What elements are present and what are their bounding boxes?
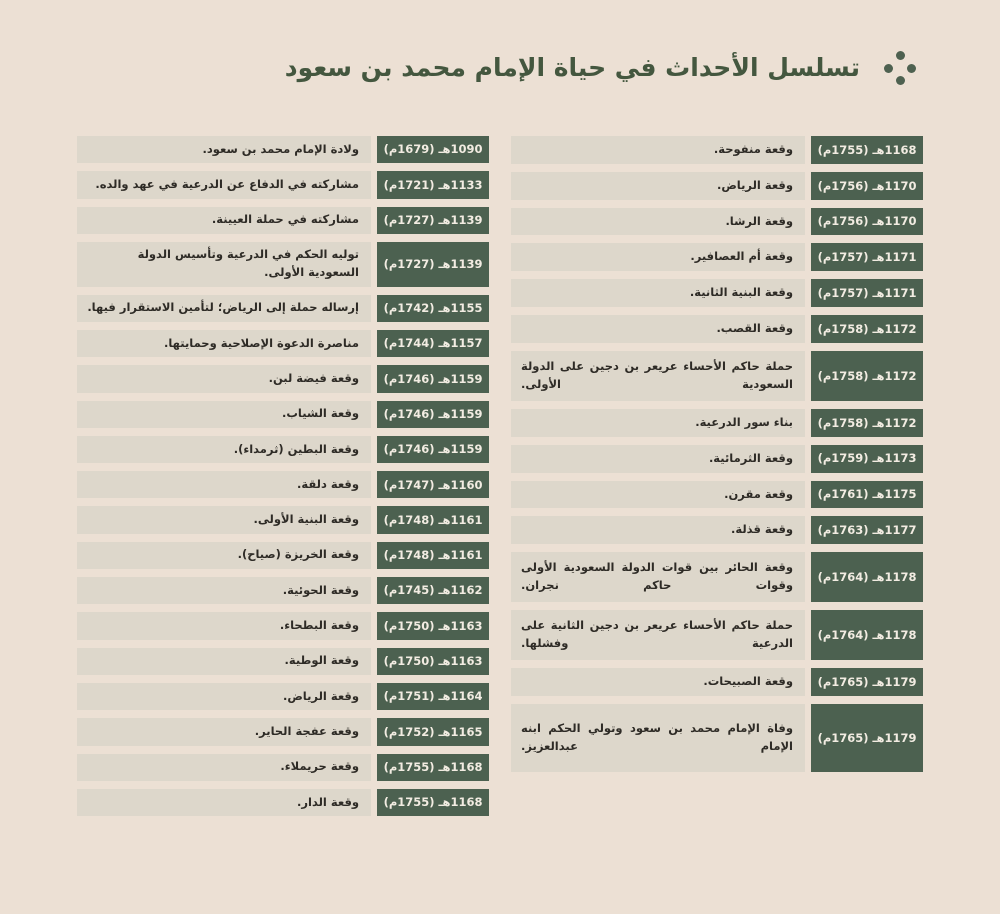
date-chip: 1173هـ (1759م) bbox=[811, 445, 923, 473]
date-chip: 1165هـ (1752م) bbox=[377, 718, 489, 745]
event-label: حملة حاكم الأحساء عريعر بن دجين على الدولة السعودية الأولى. bbox=[511, 351, 805, 401]
date-chip: 1179هـ (1765م) bbox=[811, 704, 923, 772]
date-chip: 1162هـ (1745م) bbox=[377, 577, 489, 604]
timeline-row bbox=[511, 516, 923, 544]
timeline-row bbox=[77, 401, 489, 428]
date-chip: 1160هـ (1747م) bbox=[377, 471, 489, 498]
four-dots-diamond-icon bbox=[878, 46, 922, 90]
page-title: تسلسل الأحداث في حياة الإمام محمد بن سعود bbox=[284, 53, 860, 82]
date-chip: 1139هـ (1727م) bbox=[377, 207, 489, 234]
timeline-row bbox=[511, 445, 923, 473]
timeline-row bbox=[511, 409, 923, 437]
right-column bbox=[77, 136, 489, 816]
event-label: وقعة البطحاء. bbox=[77, 612, 371, 639]
event-label: وقعة منفوحة. bbox=[511, 136, 805, 164]
event-label: إرساله حملة إلى الرياض؛ لتأمين الاستقرار فيها. bbox=[77, 295, 371, 322]
date-chip: 1171هـ (1757م) bbox=[811, 279, 923, 307]
timeline-row bbox=[77, 171, 489, 198]
timeline-row bbox=[77, 577, 489, 604]
date-chip: 1175هـ (1761م) bbox=[811, 481, 923, 509]
timeline-row bbox=[511, 610, 923, 660]
event-label: وقعة القصب. bbox=[511, 315, 805, 343]
timeline-row bbox=[511, 668, 923, 696]
event-label: وقعة الوطية. bbox=[77, 648, 371, 675]
date-chip: 1170هـ (1756م) bbox=[811, 172, 923, 200]
timeline-row bbox=[77, 136, 489, 163]
timeline-row bbox=[77, 718, 489, 745]
date-chip: 1155هـ (1742م) bbox=[377, 295, 489, 322]
date-chip: 1179هـ (1765م) bbox=[811, 668, 923, 696]
timeline-row bbox=[77, 648, 489, 675]
timeline-row bbox=[77, 542, 489, 569]
date-chip: 1163هـ (1750م) bbox=[377, 612, 489, 639]
timeline-row bbox=[77, 612, 489, 639]
timeline-columns bbox=[0, 136, 1000, 816]
timeline-row bbox=[77, 436, 489, 463]
date-chip: 1163هـ (1750م) bbox=[377, 648, 489, 675]
timeline-row bbox=[511, 704, 923, 772]
timeline-row bbox=[77, 242, 489, 287]
page-header bbox=[78, 40, 922, 96]
date-chip: 1170هـ (1756م) bbox=[811, 208, 923, 236]
date-chip: 1090هـ (1679م) bbox=[377, 136, 489, 163]
event-label: توليه الحكم في الدرعية وتأسيس الدولة السعودية الأولى. bbox=[77, 242, 371, 287]
event-label: وقعة عفجة الحاير. bbox=[77, 718, 371, 745]
date-chip: 1171هـ (1757م) bbox=[811, 243, 923, 271]
event-label: مشاركته في حملة العيينة. bbox=[77, 207, 371, 234]
timeline-row bbox=[511, 208, 923, 236]
event-label: وقعة البنية الثانية. bbox=[511, 279, 805, 307]
timeline-row bbox=[511, 136, 923, 164]
timeline-row bbox=[511, 552, 923, 602]
timeline-row bbox=[77, 365, 489, 392]
date-chip: 1159هـ (1746م) bbox=[377, 401, 489, 428]
event-label: وقعة الشياب. bbox=[77, 401, 371, 428]
timeline-row bbox=[77, 754, 489, 781]
event-label: وقعة الخريزة (صياح). bbox=[77, 542, 371, 569]
event-label: وقعة دلقة. bbox=[77, 471, 371, 498]
event-label: مناصرة الدعوة الإصلاحية وحمايتها. bbox=[77, 330, 371, 357]
date-chip: 1164هـ (1751م) bbox=[377, 683, 489, 710]
timeline-row bbox=[77, 471, 489, 498]
event-label: وقعة الدار. bbox=[77, 789, 371, 816]
date-chip: 1168هـ (1755م) bbox=[811, 136, 923, 164]
event-label: حملة حاكم الأحساء عريعر بن دجين الثانية على الدرعية وفشلها. bbox=[511, 610, 805, 660]
date-chip: 1157هـ (1744م) bbox=[377, 330, 489, 357]
event-label: وقعة قذلة. bbox=[511, 516, 805, 544]
event-label: وقعة الحائر بين قوات الدولة السعودية الأولى وقوات حاكم نجران. bbox=[511, 552, 805, 602]
event-label: وقعة الرياض. bbox=[77, 683, 371, 710]
event-label: وفاة الإمام محمد بن سعود وتولي الحكم ابنه الإمام عبدالعزيز. bbox=[511, 704, 805, 772]
date-chip: 1172هـ (1758م) bbox=[811, 315, 923, 343]
date-chip: 1168هـ (1755م) bbox=[377, 754, 489, 781]
date-chip: 1178هـ (1764م) bbox=[811, 610, 923, 660]
event-label: بناء سور الدرعية. bbox=[511, 409, 805, 437]
date-chip: 1177هـ (1763م) bbox=[811, 516, 923, 544]
event-label: وقعة الثرمائية. bbox=[511, 445, 805, 473]
date-chip: 1161هـ (1748م) bbox=[377, 506, 489, 533]
event-label: ولادة الإمام محمد بن سعود. bbox=[77, 136, 371, 163]
date-chip: 1178هـ (1764م) bbox=[811, 552, 923, 602]
timeline-row bbox=[77, 330, 489, 357]
timeline-row bbox=[511, 315, 923, 343]
date-chip: 1159هـ (1746م) bbox=[377, 365, 489, 392]
event-label: وقعة البنية الأولى. bbox=[77, 506, 371, 533]
date-chip: 1133هـ (1721م) bbox=[377, 171, 489, 198]
left-column bbox=[511, 136, 923, 816]
event-label: وقعة فيضة لبن. bbox=[77, 365, 371, 392]
timeline-row bbox=[77, 789, 489, 816]
date-chip: 1159هـ (1746م) bbox=[377, 436, 489, 463]
timeline-row bbox=[511, 279, 923, 307]
event-label: وقعة أم العصافير. bbox=[511, 243, 805, 271]
date-chip: 1139هـ (1727م) bbox=[377, 242, 489, 287]
date-chip: 1168هـ (1755م) bbox=[377, 789, 489, 816]
event-label: وقعة الرياض. bbox=[511, 172, 805, 200]
timeline-row bbox=[511, 481, 923, 509]
timeline-row bbox=[77, 295, 489, 322]
event-label: وقعة الحوئية. bbox=[77, 577, 371, 604]
timeline-row bbox=[77, 683, 489, 710]
timeline-row bbox=[77, 207, 489, 234]
timeline-row bbox=[77, 506, 489, 533]
timeline-row bbox=[511, 172, 923, 200]
date-chip: 1172هـ (1758م) bbox=[811, 409, 923, 437]
event-label: وقعة مقرن. bbox=[511, 481, 805, 509]
event-label: وقعة الرشا. bbox=[511, 208, 805, 236]
event-label: وقعة حريملاء. bbox=[77, 754, 371, 781]
date-chip: 1172هـ (1758م) bbox=[811, 351, 923, 401]
timeline-row bbox=[511, 243, 923, 271]
event-label: وقعة الصبيحات. bbox=[511, 668, 805, 696]
event-label: مشاركته في الدفاع عن الدرعية في عهد والده. bbox=[77, 171, 371, 198]
date-chip: 1161هـ (1748م) bbox=[377, 542, 489, 569]
timeline-row bbox=[511, 351, 923, 401]
event-label: وقعة البطين (ثرمداء). bbox=[77, 436, 371, 463]
